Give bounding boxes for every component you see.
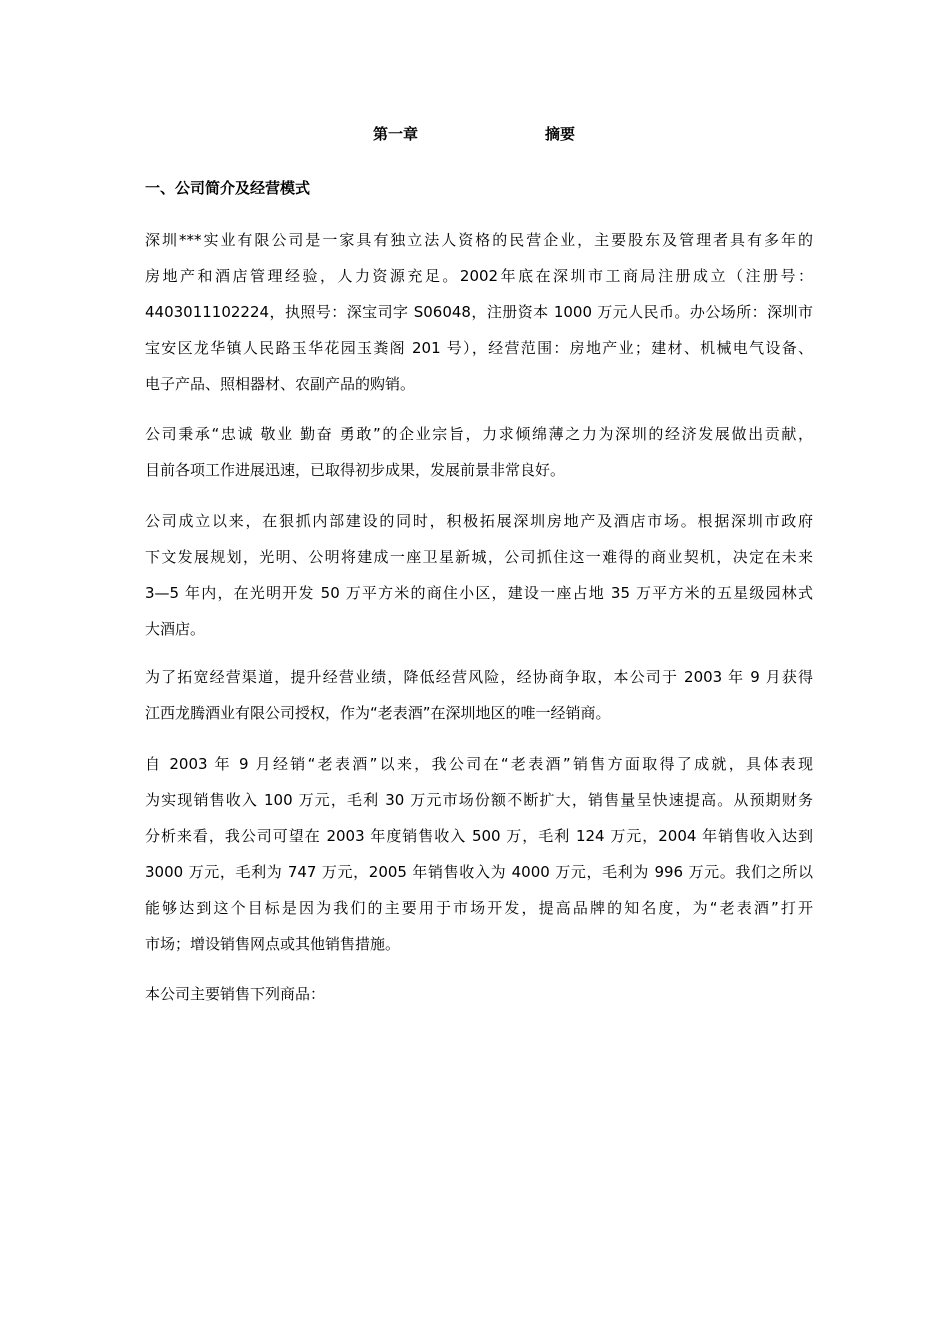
paragraph-line: 为了拓宽经营渠道，提升经营业绩，降低经营风险，经协商争取，本公司于 2003 年 9 月获得 bbox=[145, 668, 813, 686]
paragraph-line: 分析来看，我公司可望在 2003 年度销售收入 500 万，毛利 124 万元，2004 年销售收入达到 bbox=[145, 827, 813, 845]
paragraph-distribution-authorization bbox=[145, 659, 813, 731]
paragraph-line: 江西龙腾酒业有限公司授权，作为“老表酒”在深圳地区的唯一经销商。 bbox=[145, 704, 611, 722]
paragraph-line: 下文发展规划，光明、公明将建成一座卫星新城，公司抓住这一难得的商业契机，决定在未来 bbox=[145, 548, 813, 566]
paragraph-company-mission bbox=[145, 416, 813, 488]
paragraph-line: 4403011102224，执照号：深宝司字 S06048，注册资本 1000 万元人民币。办公场所：深圳市 bbox=[145, 303, 813, 321]
paragraph-line: 市场；增设销售网点或其他销售措施。 bbox=[145, 935, 401, 953]
paragraph-line: 自 2003 年 9 月经销“老表酒”以来，我公司在“老表酒”销售方面取得了成就，具体表现 bbox=[145, 755, 813, 773]
chapter-number: 第一章 bbox=[373, 125, 419, 143]
paragraph-line: 本公司主要销售下列商品： bbox=[145, 985, 326, 1003]
paragraph-development-plan bbox=[145, 503, 813, 647]
paragraph-line: 公司成立以来，在狠抓内部建设的同时，积极拓展深圳房地产及酒店市场。根据深圳市政府 bbox=[145, 512, 813, 530]
paragraph-line: 目前各项工作进展迅速，已取得初步成果，发展前景非常良好。 bbox=[145, 461, 566, 479]
chapter-title bbox=[0, 123, 950, 147]
paragraph-line: 3000 万元，毛利为 747 万元，2005 年销售收入为 4000 万元，毛利为 996 万元。我们之所以 bbox=[145, 863, 813, 881]
paragraph-line: 宝安区龙华镇人民路玉华花园玉粪阁 201 号），经营范围：房地产业；建材、机械电气设备、 bbox=[145, 339, 813, 357]
paragraph-line: 大酒店。 bbox=[145, 620, 206, 638]
paragraph-line: 公司秉承“忠诚 敬业 勤奋 勇敢”的企业宗旨，力求倾绵薄之力为深圳的经济发展做出贡献， bbox=[145, 425, 813, 443]
paragraph-products-intro bbox=[145, 976, 813, 1012]
paragraph-sales-performance bbox=[145, 746, 813, 962]
paragraph-line: 电子产品、照相器材、农副产品的购销。 bbox=[145, 375, 416, 393]
paragraph-line: 3—5 年内，在光明开发 50 万平方米的商住小区，建设一座占地 35 万平方米的五星级园林式 bbox=[145, 584, 813, 602]
paragraph-line: 能够达到这个目标是因为我们的主要用于市场开发，提高品牌的知名度，为“老表酒”打开 bbox=[145, 899, 813, 917]
section-heading: 一、公司简介及经营模式 bbox=[145, 179, 311, 197]
chapter-name: 摘要 bbox=[545, 125, 576, 143]
paragraph-line: 房地产和酒店管理经验，人力资源充足。2002年底在深圳市工商局注册成立（注册号： bbox=[145, 267, 813, 285]
paragraph-line: 深圳***实业有限公司是一家具有独立法人资格的民营企业，主要股东及管理者具有多年的 bbox=[145, 231, 813, 249]
paragraph-line: 为实现销售收入 100 万元，毛利 30 万元市场份额不断扩大，销售量呈快速提高。从预期财务 bbox=[145, 791, 813, 809]
paragraph-company-intro bbox=[145, 222, 813, 402]
